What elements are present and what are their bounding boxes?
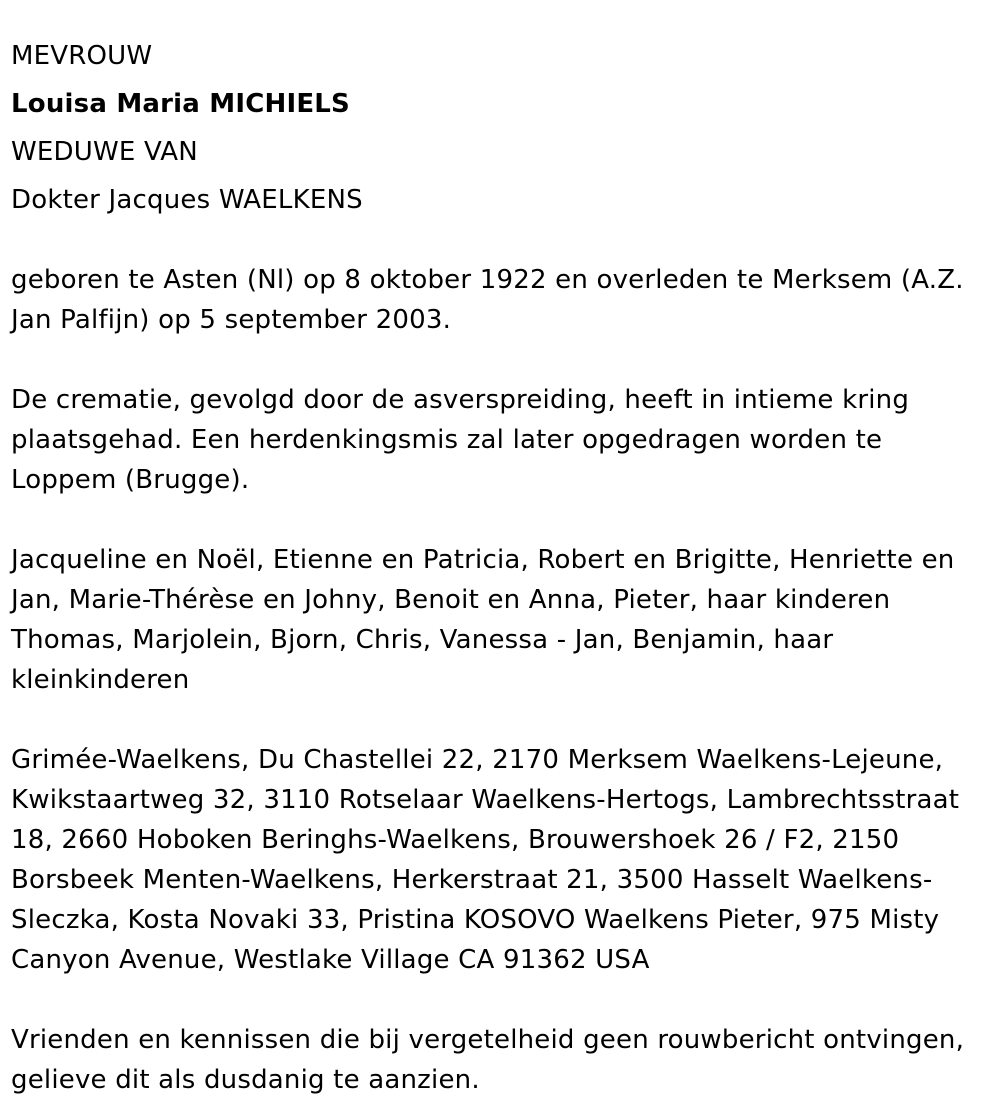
title-line: MEVROUW — [11, 41, 153, 71]
relation-line: WEDUWE VAN — [11, 137, 198, 167]
deceased-name: Louisa Maria MICHIELS — [11, 89, 350, 119]
ceremony-paragraph: De crematie, gevolgd door de asverspreiding, heeft in intieme kring plaatsgehad. Een herdenkingsmis zal later opgedragen worden te Loppem (Brugge). — [11, 385, 910, 495]
birth-death-paragraph: geboren te Asten (Nl) op 8 oktober 1922 en overleden te Merksem (A.Z. Jan Palfijn) op 5 september 2003. — [11, 265, 964, 335]
addresses-paragraph: Grimée-Waelkens, Du Chastellei 22, 2170 Merksem Waelkens-Lejeune, Kwikstaartweg 32, 3110 Rotselaar Waelkens-Hertogs, Lambrechtsstraat 18, 2660 Hoboken Beringhs-Waelkens, Brouwershoek 26 / F2, 2150 Borsbeek Menten-Waelkens, Herkerstraat 21, 3500 Hasselt Waelkens-Sleczka, Kosta Novaki 33, Pristina KOSOVO Waelkens Pieter, 975 Misty Canyon Avenue, Westlake Village CA 91362 USA — [11, 745, 960, 975]
closing-paragraph: Vrienden en kennissen die bij vergetelheid geen rouwbericht ontvingen, gelieve dit als dusdanig te aanzien. — [11, 1025, 965, 1095]
obituary-heading — [11, 36, 986, 228]
obituary-notice — [11, 36, 986, 1100]
family-paragraph: Jacqueline en Noël, Etienne en Patricia, Robert en Brigitte, Henriette en Jan, Marie-Thérèse en Johny, Benoit en Anna, Pieter, haar kinderen Thomas, Marjolein, Bjorn, Chris, Vanessa - Jan, Benjamin, haar kleinkinderen — [11, 545, 955, 695]
spouse-name: Dokter Jacques WAELKENS — [11, 185, 363, 215]
